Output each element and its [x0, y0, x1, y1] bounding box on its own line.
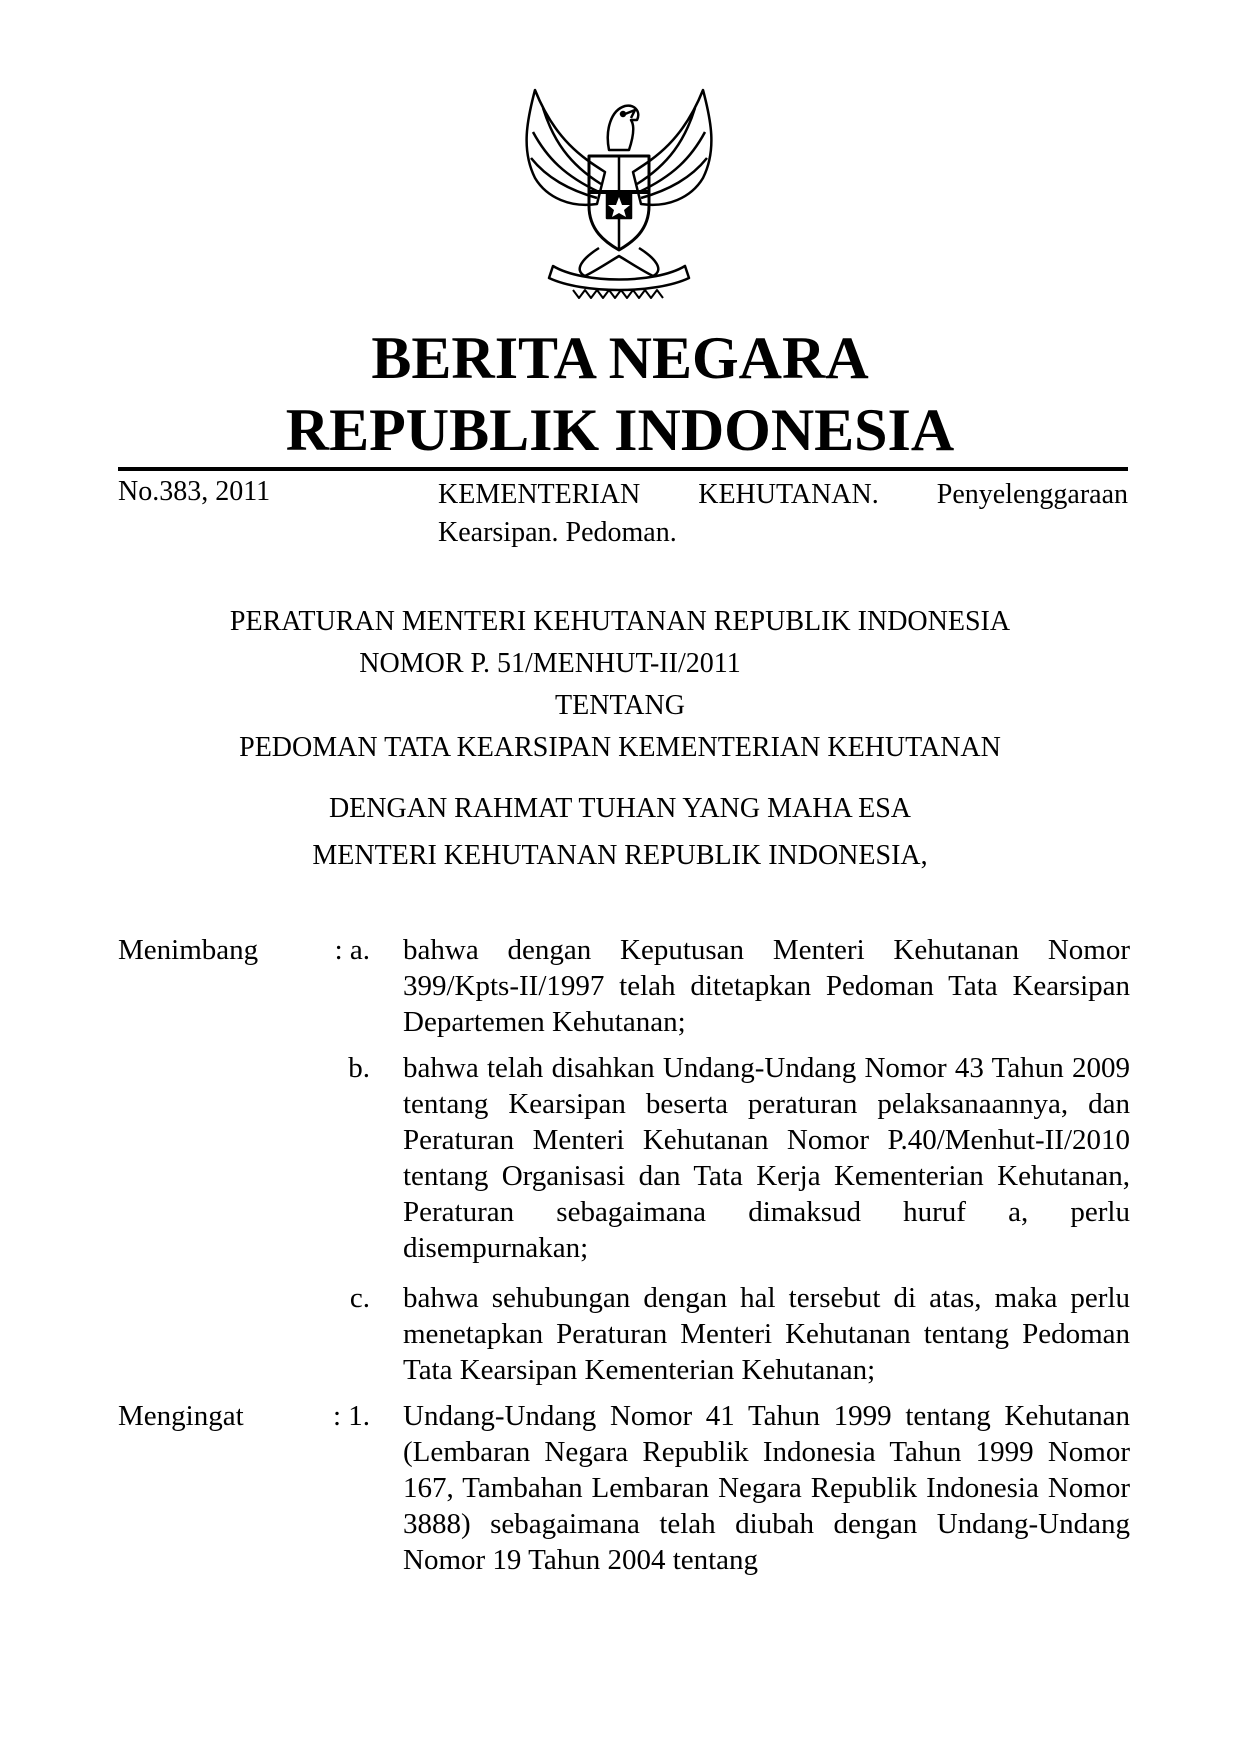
mengingat-item-1: Undang-Undang Nomor 41 Tahun 1999 tentang Kehutanan (Lembaran Negara Republik Indonesia Tahun 1999 Nomor 167, Tambahan Lembaran Negara Republik Indonesia Nomor 3888) sebagaimana telah diubah dengan Undang-Undang Nomor 19 Tahun 2004 tentang	[403, 1400, 1130, 1576]
masthead-title-line2: REPUBLIK INDONESIA	[285, 397, 955, 463]
menimbang-marker-a: : a.	[334, 934, 370, 966]
masthead-divider	[118, 467, 1128, 471]
regulation-invocation: DENGAN RAHMAT TUHAN YANG MAHA ESA	[328, 793, 912, 824]
regulation-subject: PEDOMAN TATA KEARSIPAN KEMENTERIAN KEHUTANAN	[239, 732, 1001, 763]
mengingat-marker-1: : 1.	[332, 1400, 370, 1432]
menimbang-item-a: bahwa dengan Keputusan Menteri Kehutanan Nomor 399/Kpts-II/1997 telah ditetapkan Pedoman Tata Kearsipan Departemen Kehutanan;	[403, 934, 1130, 1038]
regulation-issuer: MENTERI KEHUTANAN REPUBLIK INDONESIA,	[312, 840, 928, 871]
gazette-description: KEMENTERIAN KEHUTANAN. Penyelenggaraan Kearsipan. Pedoman.	[438, 479, 1128, 548]
garuda-emblem-icon	[513, 80, 725, 302]
mengingat-label: Mengingat	[118, 1400, 244, 1432]
gazette-number: No.383, 2011	[118, 476, 271, 507]
menimbang-marker-c: c.	[349, 1282, 370, 1314]
menimbang-item-b: bahwa telah disahkan Undang-Undang Nomor 43 Tahun 2009 tentang Kearsipan beserta peraturan pelaksanaannya, dan Peraturan Menteri Kehutanan Nomor P.40/Menhut-II/2010 tentang Organisasi dan Tata Kerja Kementerian Kehutanan, Peraturan sebagaimana dimaksud huruf a, perlu disempurnakan;	[403, 1052, 1130, 1264]
menimbang-label: Menimbang	[118, 934, 259, 966]
regulation-tentang: TENTANG	[555, 690, 685, 721]
menimbang-marker-b: b.	[348, 1052, 370, 1084]
regulation-number: NOMOR P. 51/MENHUT-II/2011	[359, 648, 741, 679]
menimbang-item-c: bahwa sehubungan dengan hal tersebut di atas, maka perlu menetapkan Peraturan Menteri Kehutanan tentang Pedoman Tata Kearsipan Kementerian Kehutanan;	[403, 1282, 1130, 1386]
regulation-title-line1: PERATURAN MENTERI KEHUTANAN REPUBLIK INDONESIA	[229, 606, 1011, 637]
masthead-title-line1: BERITA NEGARA	[371, 325, 869, 391]
